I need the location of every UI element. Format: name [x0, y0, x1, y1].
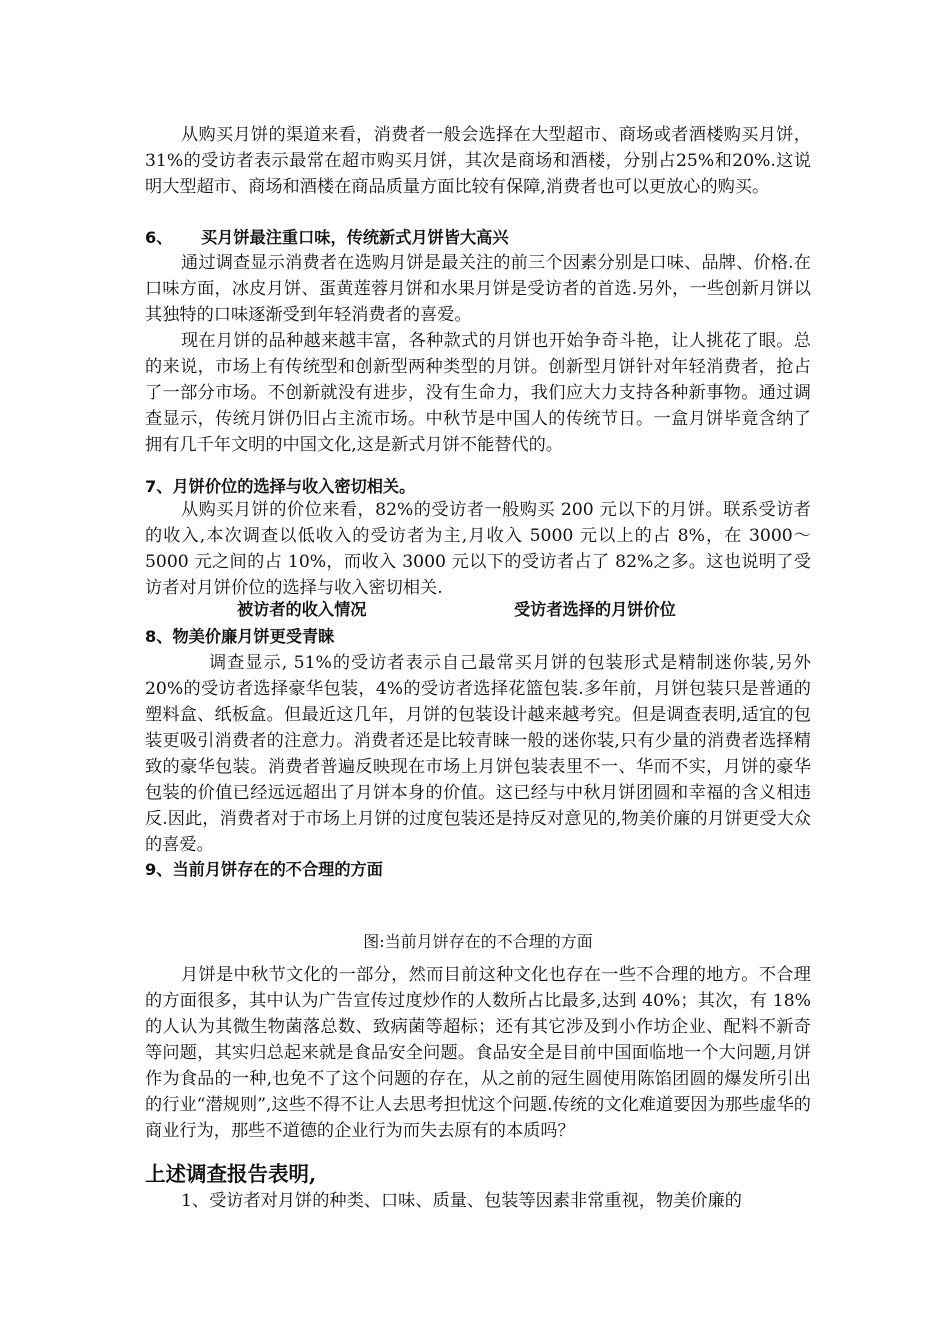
section-8-heading: 8、物美价廉月饼更受青睐 [145, 627, 335, 646]
channel-paragraph: 从购买月饼的渠道来看，消费者一般会选择在大型超市、商场或者酒楼购买月饼，31%的受访者表示最常在超市购买月饼，其次是商场和酒楼，分别占25%和20%.这说明大型超市、商场和酒楼在商品质量方面比较有保障,消费者也可以更放心的购买。 [145, 125, 811, 197]
culture-paragraph: 月饼是中秋节文化的一部分，然而目前这种文化也存在一些不合理的地方。不合理的方面很多，其中认为广告宣传过度炒作的人数所占比最多,达到 40%；其次，有 18%的人认为其微生物菌落总数、致病菌等超标；还有其它涉及到小作坊企业、配料不新奇等问题，其实归总起来就是食品安全问题。食品安全是目前中国面临地一个大问题,月饼作为食品的一种,也免不了这个问题的存在，从之前的冠生圆使用陈馅团圆的爆发所引出的行业“潜规则”,这些不得不让人去思考担忧这个问题.传统的文化难道要因为那些虚华的商业行为，那些不道德的企业行为而失去原有的本质吗？ [145, 965, 811, 1141]
taste-paragraph: 通过调查显示消费者在选购月饼是最关注的前三个因素分别是口味、品牌、价格.在口味方面，冰皮月饼、蛋黄莲蓉月饼和水果月饼是受访者的首选.另外，一些创新月饼以其独特的口味逐渐受到年轻消费者的喜爱。 [145, 253, 811, 325]
section-6-heading [145, 226, 811, 250]
price-chart-label: 受访者选择的月饼价位 [514, 600, 676, 619]
price-paragraph: 从购买月饼的价位来看，82%的受访者一般购买 200 元以下的月饼。联系受访者的收入,本次调查以低收入的受访者为主,月收入 5000 元以上的占 8%，在 3000～5000 元之间的占 10%，而收入 3000 元以下的受访者占了 82%之多。这也说明了受访者对月饼价位的选择与收入密切相关. [145, 500, 811, 598]
section-6-number: 6、 [145, 228, 173, 247]
section-9-heading: 9、当前月饼存在的不合理的方面 [145, 860, 383, 879]
variety-paragraph: 现在月饼的品种越来越丰富，各种款式的月饼也开始争奇斗艳，让人挑花了眼。总的来说，市场上有传统型和创新型两种类型的月饼。创新型月饼针对年轻消费者，抢占了一部分市场。不创新就没有进步，没有生命力，我们应大力支持各种新事物。通过调查显示，传统月饼仍旧占主流市场。中秋节是中国人的传统节日。一盒月饼毕竟含纳了拥有几千年文明的中国文化,这是新式月饼不能替代的。 [145, 331, 811, 455]
income-chart-label: 被访者的收入情况 [237, 600, 367, 619]
section-6-title: 买月饼最注重口味，传统新式月饼皆大高兴 [201, 228, 509, 247]
section-7-heading: 7、月饼价位的选择与收入密切相关。 [145, 477, 416, 496]
conclusion-title: 上述调查报告表明, [145, 1162, 317, 1186]
conclusion-item-1: 1、受访者对月饼的种类、口味、质量、包装等因素非常重视，物美价廉的 [181, 1191, 742, 1211]
packaging-paragraph: 调查显示, 51%的受访者表示自己最常买月饼的包装形式是精制迷你装,另外 20%的受访者选择豪华包装，4%的受访者选择花篮包装.多年前，月饼包装只是普通的塑料盒、纸板盒。但最近这几年，月饼的包装设计越来越考究。但是调查表明,适宜的包装更吸引消费者的注意力。消费者还是比较青睐一般的迷你装,只有少量的消费者选择精致的豪华包装。消费者普遍反映现在市场上月饼包装表里不一、华而不实，月饼的豪华包装的价值已经远远超出了月饼本身的价值。这已经与中秋月饼团圆和幸福的含义相违反.因此，消费者对于市场上月饼的过度包装还是持反对意见的,物美价廉的月饼更受大众的喜爱。 [145, 653, 811, 855]
figure-caption: 图:当前月饼存在的不合理的方面 [363, 932, 593, 951]
